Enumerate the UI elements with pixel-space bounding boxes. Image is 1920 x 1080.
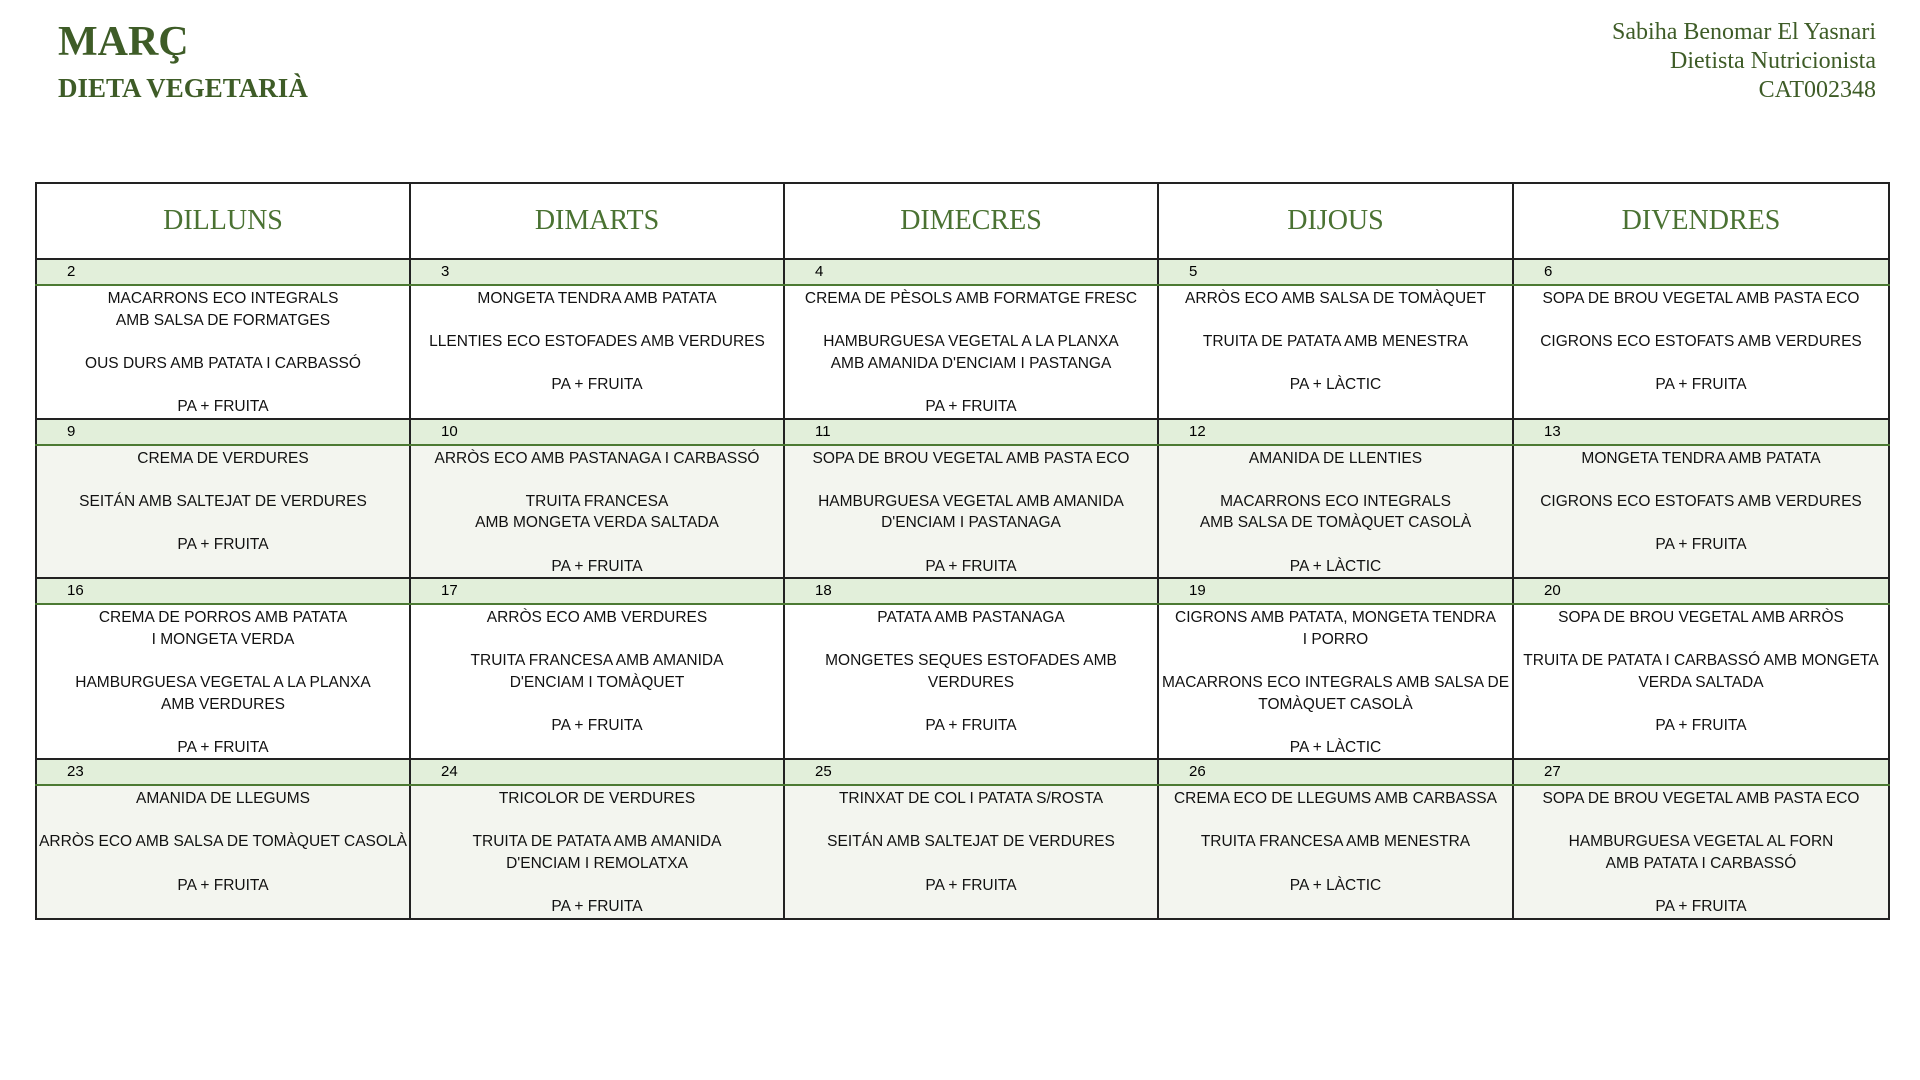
author-id: CAT002348 [1758,77,1876,103]
menu-row [36,445,1889,579]
date-cell: 6 [1513,259,1889,285]
date-cell: 17 [410,578,784,604]
date-cell: 18 [784,578,1158,604]
date-row [36,419,1889,445]
weekday-header: DIVENDRES [1513,183,1889,259]
weekday-header: DIJOUS [1158,183,1513,259]
weekday-header: DILLUNS [36,183,410,259]
menu-cell: TRICOLOR DE VERDURES TRUITA DE PATATA AMB AMANIDA D'ENCIAM I REMOLATXA PA + FRUITA [410,785,784,919]
menu-cell: ARRÒS ECO AMB SALSA DE TOMÀQUET TRUITA DE PATATA AMB MENESTRA PA + LÀCTIC [1158,285,1513,419]
menu-cell: AMANIDA DE LLEGUMS ARRÒS ECO AMB SALSA DE TOMÀQUET CASOLÀ PA + FRUITA [36,785,410,919]
date-cell: 26 [1158,759,1513,785]
date-cell: 9 [36,419,410,445]
menu-cell: MONGETA TENDRA AMB PATATA LLENTIES ECO ESTOFADES AMB VERDURES PA + FRUITA [410,285,784,419]
menu-row [36,604,1889,759]
menu-cell: SOPA DE BROU VEGETAL AMB ARRÒS TRUITA DE PATATA I CARBASSÓ AMB MONGETA VERDA SALTADA PA + FRUITA [1513,604,1889,759]
menu-cell: PATATA AMB PASTANAGA MONGETES SEQUES ESTOFADES AMB VERDURES PA + FRUITA [784,604,1158,759]
menu-row [36,285,1889,419]
page-title: MARÇ [58,19,189,65]
menu-cell: CREMA DE PÈSOLS AMB FORMATGE FRESC HAMBURGUESA VEGETAL A LA PLANXA AMB AMANIDA D'ENCIAM I PASTANGA PA + FRUITA [784,285,1158,419]
date-cell: 25 [784,759,1158,785]
date-cell: 2 [36,259,410,285]
menu-cell: SOPA DE BROU VEGETAL AMB PASTA ECO HAMBURGUESA VEGETAL AMB AMANIDA D'ENCIAM I PASTANAGA PA + FRUITA [784,445,1158,579]
menu-cell: CREMA DE VERDURES SEITÁN AMB SALTEJAT DE VERDURES PA + FRUITA [36,445,410,579]
date-cell: 4 [784,259,1158,285]
menu-cell: ARRÒS ECO AMB VERDURES TRUITA FRANCESA AMB AMANIDA D'ENCIAM I TOMÀQUET PA + FRUITA [410,604,784,759]
date-cell: 13 [1513,419,1889,445]
author-block [1612,18,1876,105]
weekday-header-row [36,183,1889,259]
date-row [36,578,1889,604]
date-cell: 27 [1513,759,1889,785]
menu-cell: AMANIDA DE LLENTIES MACARRONS ECO INTEGRALS AMB SALSA DE TOMÀQUET CASOLÀ PA + LÀCTIC [1158,445,1513,579]
menu-cell: TRINXAT DE COL I PATATA S/ROSTA SEITÁN AMB SALTEJAT DE VERDURES PA + FRUITA [784,785,1158,919]
date-cell: 5 [1158,259,1513,285]
menu-cell: CIGRONS AMB PATATA, MONGETA TENDRA I PORRO MACARRONS ECO INTEGRALS AMB SALSA DE TOMÀQUET CASOLÀ PA + LÀCTIC [1158,604,1513,759]
date-row [36,759,1889,785]
menu-cell: CREMA DE PORROS AMB PATATA I MONGETA VERDA HAMBURGUESA VEGETAL A LA PLANXA AMB VERDURES PA + FRUITA [36,604,410,759]
menu-cell: MACARRONS ECO INTEGRALS AMB SALSA DE FORMATGES OUS DURS AMB PATATA I CARBASSÓ PA + FRUITA [36,285,410,419]
author-role: Dietista Nutricionista [1670,48,1876,74]
menu-cell: SOPA DE BROU VEGETAL AMB PASTA ECO CIGRONS ECO ESTOFATS AMB VERDURES PA + FRUITA [1513,285,1889,419]
date-cell: 3 [410,259,784,285]
date-cell: 19 [1158,578,1513,604]
page-subtitle: DIETA VEGETARIÀ [58,73,308,103]
menu-cell: ARRÒS ECO AMB PASTANAGA I CARBASSÓ TRUITA FRANCESA AMB MONGETA VERDA SALTADA PA + FRUITA [410,445,784,579]
menu-table [35,182,1890,920]
weekday-header: DIMECRES [784,183,1158,259]
menu-cell: CREMA ECO DE LLEGUMS AMB CARBASSA TRUITA FRANCESA AMB MENESTRA PA + LÀCTIC [1158,785,1513,919]
author-name: Sabiha Benomar El Yasnari [1612,19,1876,45]
date-cell: 12 [1158,419,1513,445]
title-block [58,16,308,108]
date-cell: 23 [36,759,410,785]
date-row [36,259,1889,285]
date-cell: 11 [784,419,1158,445]
menu-cell: MONGETA TENDRA AMB PATATA CIGRONS ECO ESTOFATS AMB VERDURES PA + FRUITA [1513,445,1889,579]
weekday-header: DIMARTS [410,183,784,259]
date-cell: 16 [36,578,410,604]
menu-cell: SOPA DE BROU VEGETAL AMB PASTA ECO HAMBURGUESA VEGETAL AL FORN AMB PATATA I CARBASSÓ PA + FRUITA [1513,785,1889,919]
date-cell: 20 [1513,578,1889,604]
date-cell: 10 [410,419,784,445]
date-cell: 24 [410,759,784,785]
menu-row [36,785,1889,919]
